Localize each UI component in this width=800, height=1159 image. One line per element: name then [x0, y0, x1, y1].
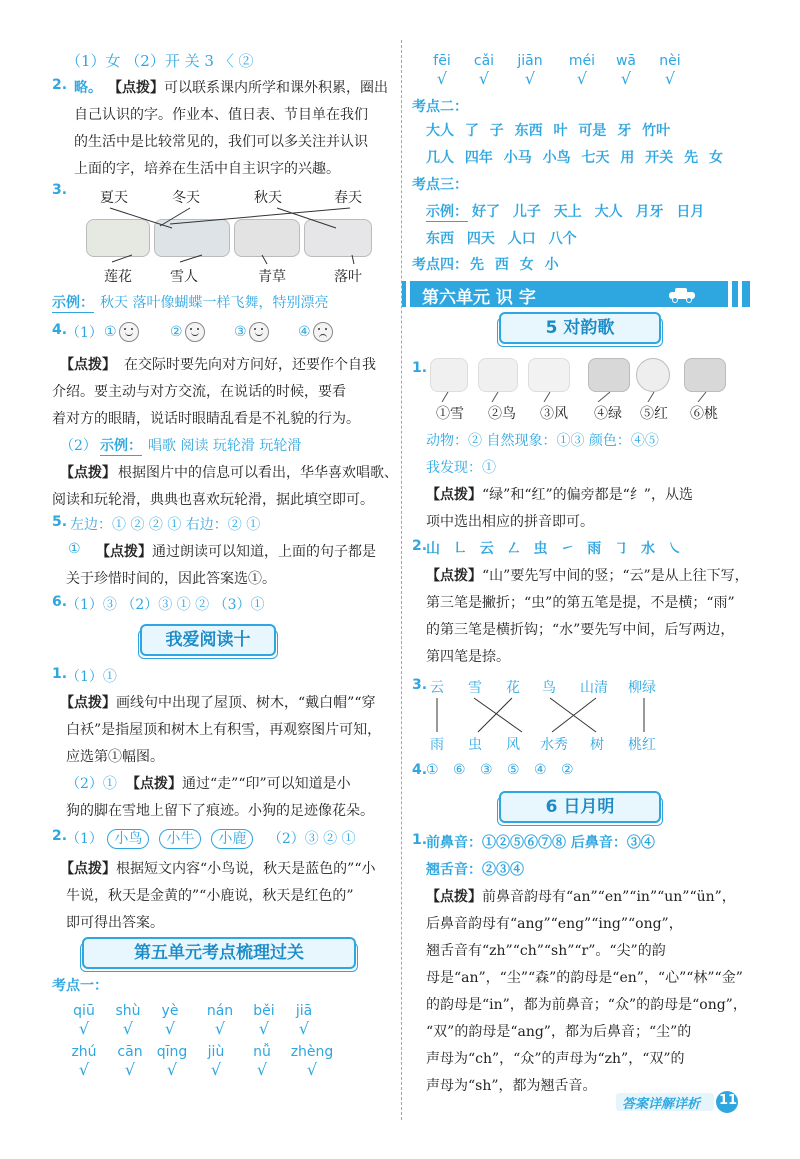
q3-top-label: 夏天	[100, 190, 128, 206]
page-footer: 答案详解详析 11	[616, 1091, 748, 1113]
check-mark-icon: √	[210, 1060, 222, 1079]
circled-answer: 小鸟	[107, 829, 149, 849]
check-mark-icon: √	[298, 1019, 310, 1038]
smile-face-icon	[185, 322, 205, 342]
car-icon	[666, 287, 706, 303]
wind-image	[478, 358, 518, 392]
check-mark-icon: √	[78, 1060, 90, 1079]
column-divider	[401, 40, 402, 1120]
q3-bottom-label: 青草	[258, 269, 286, 285]
red-crayon-image	[684, 358, 726, 392]
check-mark-icon: √	[124, 1060, 136, 1079]
page-number: 11	[719, 1093, 738, 1108]
green-crayon-image	[588, 358, 630, 392]
q3-top-label: 冬天	[172, 190, 200, 206]
circled-answer: 小牛	[159, 829, 201, 849]
q3-bottom-label: 莲花	[104, 269, 132, 285]
smile-face-icon	[249, 322, 269, 342]
check-mark-icon: √	[214, 1019, 226, 1038]
image-connectors	[428, 392, 728, 402]
check-mark-icon: √	[436, 69, 448, 88]
q1-answer: （1）女 （2）开 关 3 〈 ②	[66, 52, 254, 70]
check-mark-icon: √	[258, 1019, 270, 1038]
check-mark-icon: √	[576, 69, 588, 88]
q3-match-lines	[52, 200, 390, 270]
sad-face-icon	[313, 322, 333, 342]
check-mark-icon: √	[122, 1019, 134, 1038]
peach-image	[636, 358, 670, 392]
q3-top-label: 春天	[334, 190, 362, 206]
check-mark-icon: √	[664, 69, 676, 88]
unit5-section-title: 第五单元考点梳理过关	[82, 937, 356, 969]
circled-answer: 小鹿	[211, 829, 253, 849]
q3-bottom-label: 落叶	[334, 269, 362, 285]
unit6-banner: 第六单元 识 字	[410, 281, 750, 307]
check-mark-icon: √	[524, 69, 536, 88]
check-mark-icon: √	[166, 1060, 178, 1079]
smile-face-icon	[119, 322, 139, 342]
reading-section-title: 我爱阅读十	[140, 624, 276, 656]
q3-match-lines	[426, 696, 666, 734]
lesson6-title: 6 日月明	[499, 791, 661, 823]
check-mark-icon: √	[164, 1019, 176, 1038]
check-mark-icon: √	[306, 1060, 318, 1079]
bird-image	[430, 358, 468, 392]
q3-bottom-label: 雪人	[170, 269, 198, 285]
check-mark-icon: √	[78, 1019, 90, 1038]
check-mark-icon: √	[256, 1060, 268, 1079]
lesson5-title: 5 对韵歌	[499, 312, 661, 344]
q3-top-label: 秋天	[254, 190, 282, 206]
snowflake-image	[528, 358, 570, 392]
check-mark-icon: √	[478, 69, 490, 88]
check-mark-icon: √	[620, 69, 632, 88]
